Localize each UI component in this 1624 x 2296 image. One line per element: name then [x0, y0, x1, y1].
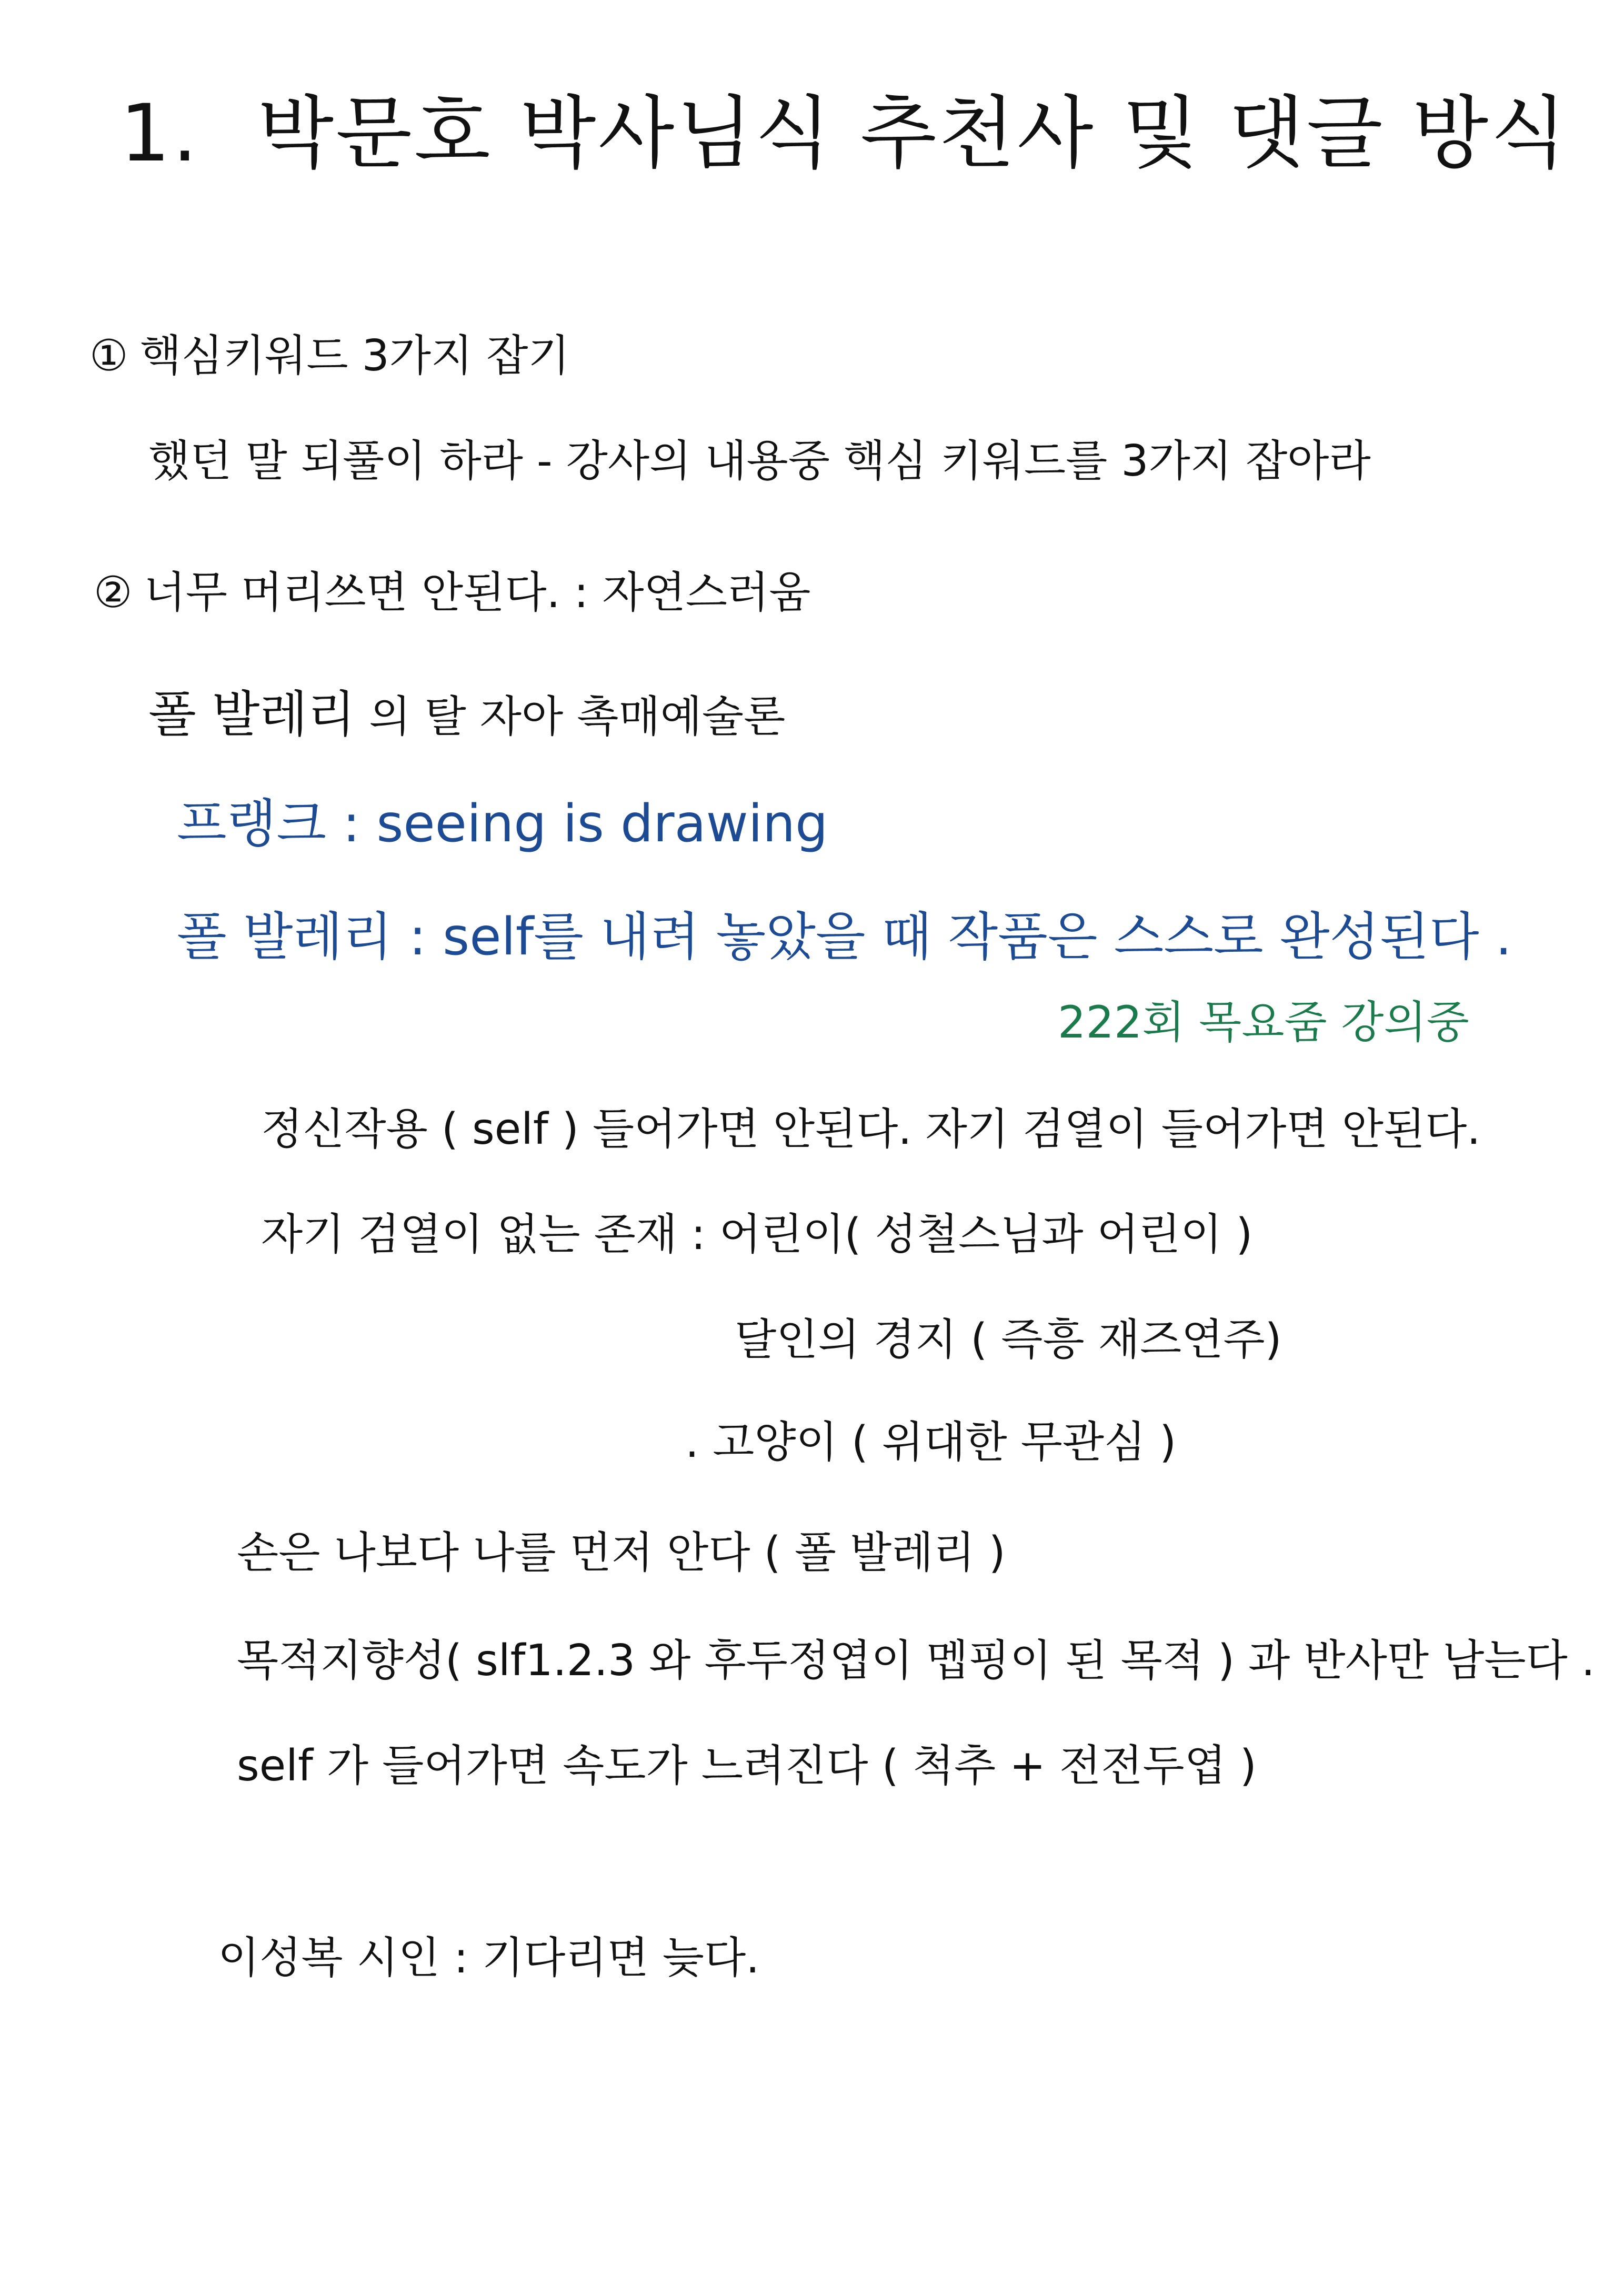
more-note-line-1: 손은 나보다 나를 먼저 안다 ( 폴 발레리 ): [237, 1528, 1006, 1578]
section2-heading-text: 너무 머리쓰면 안된다. : 자연스러움: [144, 568, 811, 618]
note-line-3: 달인의 경지 ( 즉흥 재즈연주): [735, 1315, 1282, 1365]
page-title: [120, 88, 1569, 179]
source-note: 222회 목요줌 강의중: [1058, 996, 1469, 1048]
section2-marker: ②: [94, 568, 133, 618]
section2-heading: [94, 568, 810, 618]
note-line-2: 자기 검열이 없는 존재 : 어린이( 성철스님과 어린이 ): [261, 1210, 1253, 1260]
paul-valery-rest: 의 탈 자아 촉매예술론: [355, 692, 786, 742]
title-number: 1.: [120, 88, 200, 179]
note-line-4: . 고양이 ( 위대한 무관심 ): [685, 1417, 1177, 1467]
paul-valery-line: [148, 687, 785, 743]
paul-valery-name: 폴 발레리: [148, 686, 356, 743]
more-note-line-3: self 가 들어가면 속도가 느려진다 ( 척추 + 전전두엽 ): [237, 1741, 1257, 1791]
title-text: 박문호 박사님식 추천사 및 댓글 방식: [257, 88, 1569, 179]
poet-quote: 이성복 시인 : 기다리면 늦다.: [218, 1933, 760, 1983]
frank-quote: 프랭크 : seeing is drawing: [177, 794, 828, 854]
more-note-line-2: 목적지향성( slf1.2.3 와 후두정엽이 멥핑이 된 목적 ) 과 반사만 남는다 .: [237, 1636, 1595, 1686]
section1-heading: [89, 331, 570, 381]
note-line-1: 정신작용 ( self ) 들어가면 안된다. 자기 검열이 들어가면 안된다.: [261, 1104, 1481, 1154]
section1-body: 했던 말 되풀이 하라 - 강사의 내용중 핵심 키워드를 3가지 잡아라: [148, 436, 1371, 486]
section1-heading-text: 핵심키워드 3가지 잡기: [139, 331, 570, 381]
section1-marker: ①: [89, 331, 128, 381]
paul-valery-quote: 폴 발레리 : self를 내려 놓았을 때 작품은 스스로 완성된다 .: [177, 907, 1512, 967]
